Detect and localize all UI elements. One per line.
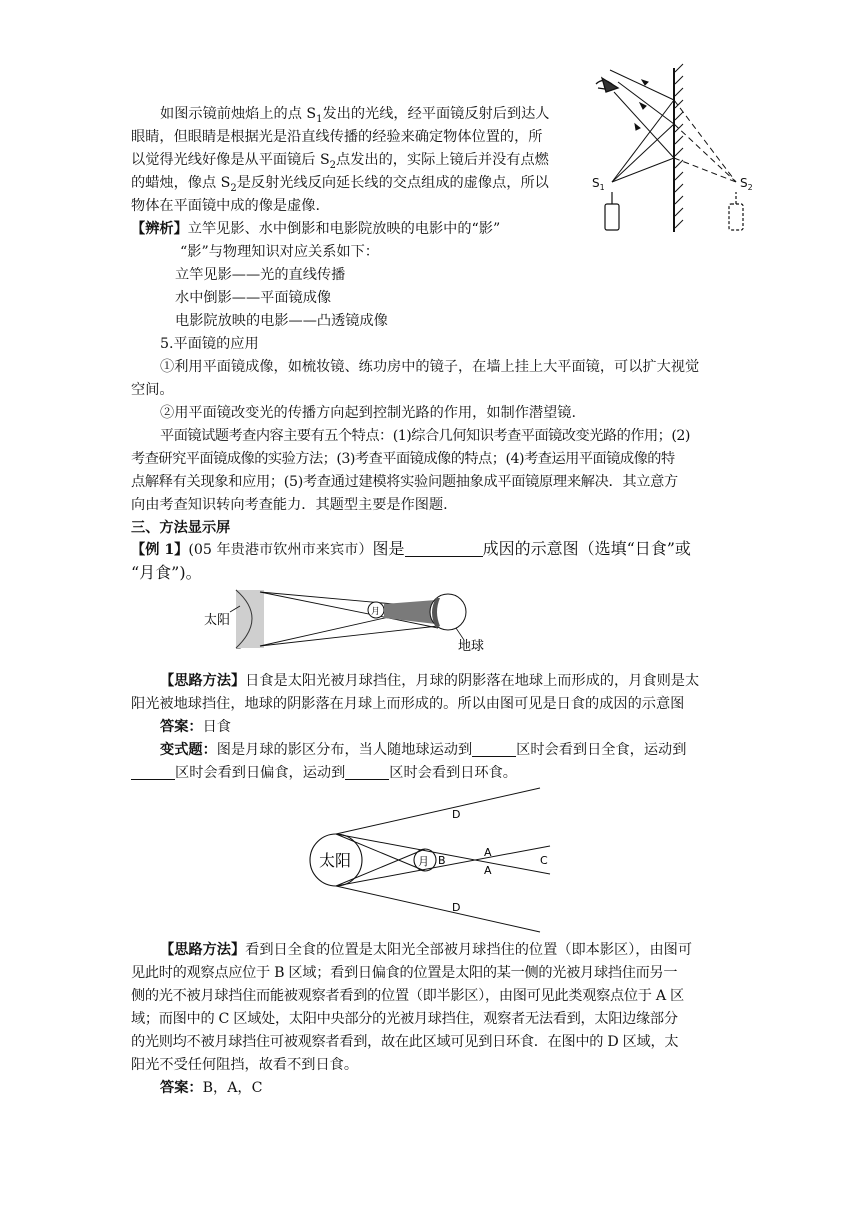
label-D-top: D [452,808,461,821]
variant-method-c: 侧的光不被月球挡住而能被观察者看到的位置（即半影区），由图可见此类观察点位于 A 区 [131,988,684,1004]
candle-icon [605,192,619,230]
analysis-line-1: 【辨析】立竿见影、水中倒影和电影院放映的电影中的“影” [131,221,501,237]
virtual-ray-extensions [674,100,736,182]
s1-label: $S_1$ [592,176,605,192]
mirror-reflection-figure [588,62,768,234]
analysis-item-3: 电影院放映的电影——凸透镜成像 [175,313,388,329]
light-rays [610,70,674,182]
analysis-item-2: 水中倒影——平面镜成像 [175,290,332,306]
intro-line-1: 如图示镜前烛焰上的点 $S_1$发出的光线，经平面镜反射后到达人 [160,106,550,125]
intro-line-2: 眼睛，但眼睛是根据光是沿直线传播的经验来确定物体位置的，所 [131,129,543,145]
section5-p3a: 平面镜试题考查内容主要有五个特点：(1)综合几何知识考查平面镜改变光路的作用；(2) [160,428,690,444]
eclipse-figure-2 [300,784,560,936]
variant-answer: 答案：B，A，C [160,1080,263,1096]
intro-line-5: 物体在平面镜中成的像是虚像. [131,198,320,214]
variant-method-e: 的光则均不被月球挡住可被观察者看到，故在此区域可见到日环食．在图中的 D 区域，太 [131,1034,679,1050]
moon-label-2: 月 [418,855,429,868]
variant-blank-2[interactable] [131,764,175,780]
s2-label: $S_2$ [740,176,753,192]
label-A-top: A [484,846,492,859]
sun-label: 太阳 [204,613,231,628]
moon-label: 月 [371,607,381,617]
virtual-candle-icon [729,192,743,230]
sun-label-2: 太阳 [319,851,352,870]
example1-method-b: 阳光被地球挡住，地球的阴影落在月球上而形成的。所以由图可见是日食的成因的示意图 [131,696,685,712]
variant-blank-1[interactable] [472,741,516,757]
example1-line-2: “月食”)。 [131,563,202,582]
section5-title: 5.平面镜的应用 [160,336,259,352]
section5-p3c: 点解释有关现象和应用；(5)考查通过建模将实验问题抽象成平面镜原理来解决．其立意方 [131,474,678,490]
section5-p3b: 考查研究平面镜成像的实验方法；(3)考查平面镜成像的特点；(4)考查运用平面镜成像的特 [131,451,675,467]
variant-method-f: 阳光不受任何阻挡，故看不到日食。 [131,1057,359,1073]
intro-line-4: 的蜡烛，像点 $S_2$是反射光线反向延长线的交点组成的虚像点，所以 [131,175,549,194]
intro-line-3: 以觉得光线好像是从平面镜后 $S_2$点发出的，实际上镜后并没有点燃 [131,152,549,171]
eclipse-figure-1 [200,582,500,654]
example1-answer: 答案：日食 [160,719,231,735]
section5-p1b: 空间。 [131,382,174,398]
earth-label: 地球 [458,639,485,654]
mirror-hatching [675,64,683,228]
eye-icon [596,78,618,92]
section5-p2: ②用平面镜改变光的传播方向起到控制光路的作用，如制作潜望镜. [160,405,576,421]
label-C: C [540,854,548,867]
label-A-bottom: A [484,864,492,877]
label-B: B [438,854,446,867]
section5-p1a: ①利用平面镜成像，如梳妆镜、练功房中的镜子，在墙上挂上大平面镜，可以扩大视觉 [160,359,700,375]
label-D-bottom: D [452,901,461,914]
variant-line-1: 变式题：图是月球的影区分布，当人随地球运动到 区时会看到日全食，运动到 [160,742,687,758]
variant-blank-3[interactable] [345,764,389,780]
variant-line-2: 区时会看到日偏食，运动到 区时会看到日环食。 [131,762,517,785]
analysis-label: 【辨析】 [131,221,188,237]
shadow-cone [384,600,436,624]
section3-title: 三、方法显示屏 [131,520,231,536]
variant-method-a: 【思路方法】看到日全食的位置是太阳光全部被月球挡住的位置（即本影区），由图可 [160,942,693,958]
example1-line-1: 【例 1】(05 年贵港市钦州市来宾市）图是 成因的示意图（选填“日食”或 [131,539,691,558]
variant-method-d: 域；而图中的 C 区域处，太阳中央部分的光被月球挡住，观察者无法看到，太阳边缘部分 [131,1011,678,1027]
example1-answer-blank[interactable] [405,541,483,557]
analysis-line-2: “影”与物理知识对应关系如下： [180,244,379,260]
example1-method-a: 【思路方法】日食是太阳光被月球挡住，月球的阴影落在地球上而形成的，月食则是太 [160,673,700,689]
section5-p3d: 向由考查知识转向考查能力．其题型主要是作图题. [131,497,448,513]
analysis-item-1: 立竿见影——光的直线传播 [175,267,346,283]
variant-method-b: 见此时的观察点应位于 B 区域；看到日偏食的位置是太阳的某一侧的光被月球挡住而另一 [131,965,678,981]
